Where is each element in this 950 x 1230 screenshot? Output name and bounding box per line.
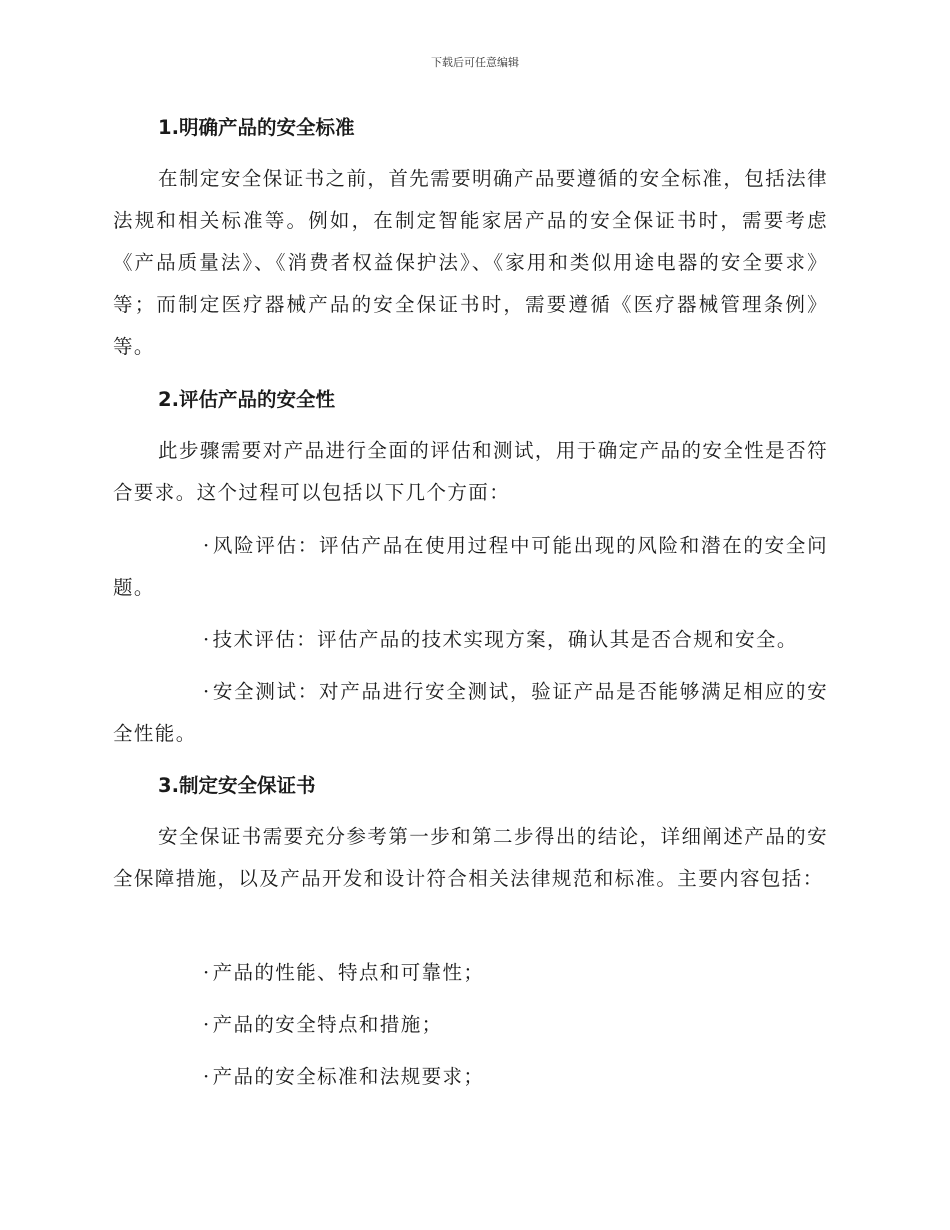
section-1-paragraph: 在制定安全保证书之前，首先需要明确产品要遵循的安全标准，包括法律法规和相关标准等。例如，在制定智能家居产品的安全保证书时，需要考虑《产品质量法》、《消费者权益保护法》、《家用和类似用途电器的安全要求》等；而制定医疗器械产品的安全保证书时，需要遵循《医疗器械管理条例》等。 xyxy=(113,167,828,358)
section-heading-1: 1.明确产品的安全标准 xyxy=(158,116,355,139)
section-2-bullet-1 xyxy=(113,525,828,609)
bullet-dot: · xyxy=(203,961,211,984)
bullet-text: 产品的安全标准和法规要求； xyxy=(212,1065,485,1088)
section-3-bullet-3 xyxy=(113,1056,828,1098)
bullet-text: 产品的安全特点和措施； xyxy=(212,1013,443,1036)
section-heading-3: 3.制定安全保证书 xyxy=(158,774,316,797)
bullet-text: 产品的性能、特点和可靠性； xyxy=(212,961,485,984)
bullet-dot: · xyxy=(203,628,211,651)
bullet-text: 安全测试：对产品进行安全测试，验证产品是否能够满足相应的安全性能。 xyxy=(113,680,828,745)
section-2-bullet-3 xyxy=(113,671,828,755)
page-header-note: 下载后可任意编辑 xyxy=(431,56,519,69)
bullet-text: 技术评估：评估产品的技术实现方案，确认其是否合规和安全。 xyxy=(212,628,798,651)
bullet-text: 风险评估：评估产品在使用过程中可能出现的风险和潜在的安全问题。 xyxy=(113,534,828,599)
section-3-bullet-2 xyxy=(113,1004,828,1046)
section-2-bullet-2 xyxy=(113,619,828,661)
section-heading-2: 2.评估产品的安全性 xyxy=(158,388,335,411)
bullet-dot: · xyxy=(203,680,211,703)
bullet-dot: · xyxy=(203,1013,211,1036)
bullet-dot: · xyxy=(203,534,211,557)
section-2-paragraph: 此步骤需要对产品进行全面的评估和测试，用于确定产品的安全性是否符合要求。这个过程可以包括以下几个方面： xyxy=(113,439,828,504)
section-3-bullet-1 xyxy=(113,952,828,994)
bullet-dot: · xyxy=(203,1065,211,1088)
section-3-paragraph: 安全保证书需要充分参考第一步和第二步得出的结论，详细阐述产品的安全保障措施，以及产品开发和设计符合相关法律规范和标准。主要内容包括： xyxy=(113,825,828,890)
